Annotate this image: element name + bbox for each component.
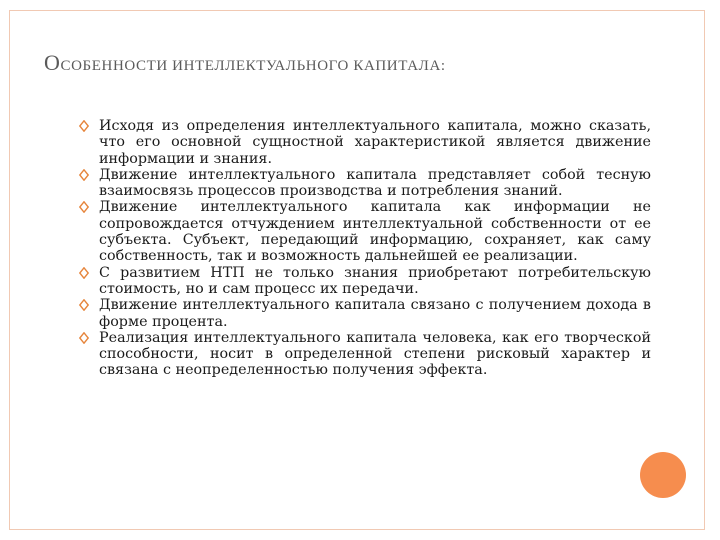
bullet-item: [79, 297, 651, 330]
bullet-text: Движение интеллектуального капитала как информации не сопровождается отчуждением интеллектуальной собственности от ее субъекта. Субъект, передающий информацию, сохраняет, как саму собственность, так и возможность дальнейшей ее реализации.: [99, 199, 651, 265]
bullet-icon: [79, 299, 89, 311]
bullet-icon: [79, 169, 89, 181]
slide-title-first-letter: О: [44, 50, 61, 75]
bullet-text: Движение интеллектуального капитала представляет собой тесную взаимосвязь процессов производства и потребления знаний.: [99, 166, 651, 200]
bullet-text: Реализация интеллектуального капитала человека, как его творческой способности, носит в определенной степени рисковый характер и связана с неопределенностью получения эффекта.: [99, 329, 651, 379]
bullet-text: С развитием НТП не только знания приобретают потребительскую стоимость, но и сам процесс их передачи.: [99, 264, 651, 297]
decorative-orange-circle: [640, 452, 686, 498]
bullet-icon: [79, 267, 89, 279]
bullet-item: [79, 167, 651, 200]
bullet-list: [79, 118, 651, 379]
bullet-icon: [79, 120, 89, 132]
bullet-item: [79, 118, 651, 167]
slide-title-rest: СОБЕННОСТИ ИНТЕЛЛЕКТУАЛЬНОГО КАПИТАЛА:: [60, 58, 446, 74]
bullet-text: Движение интеллектуального капитала связано с получением дохода в форме процента.: [99, 297, 651, 330]
bullet-icon: [79, 332, 89, 344]
slide-title: [44, 50, 446, 76]
bullet-item: [79, 265, 651, 298]
bullet-item: [79, 330, 651, 379]
bullet-text: Исходя из определения интеллектуального капитала, можно сказать, что его основной сущностной характеристикой является движение информации и знания.: [99, 118, 651, 167]
bullet-item: [79, 199, 651, 264]
bullet-icon: [79, 201, 89, 213]
